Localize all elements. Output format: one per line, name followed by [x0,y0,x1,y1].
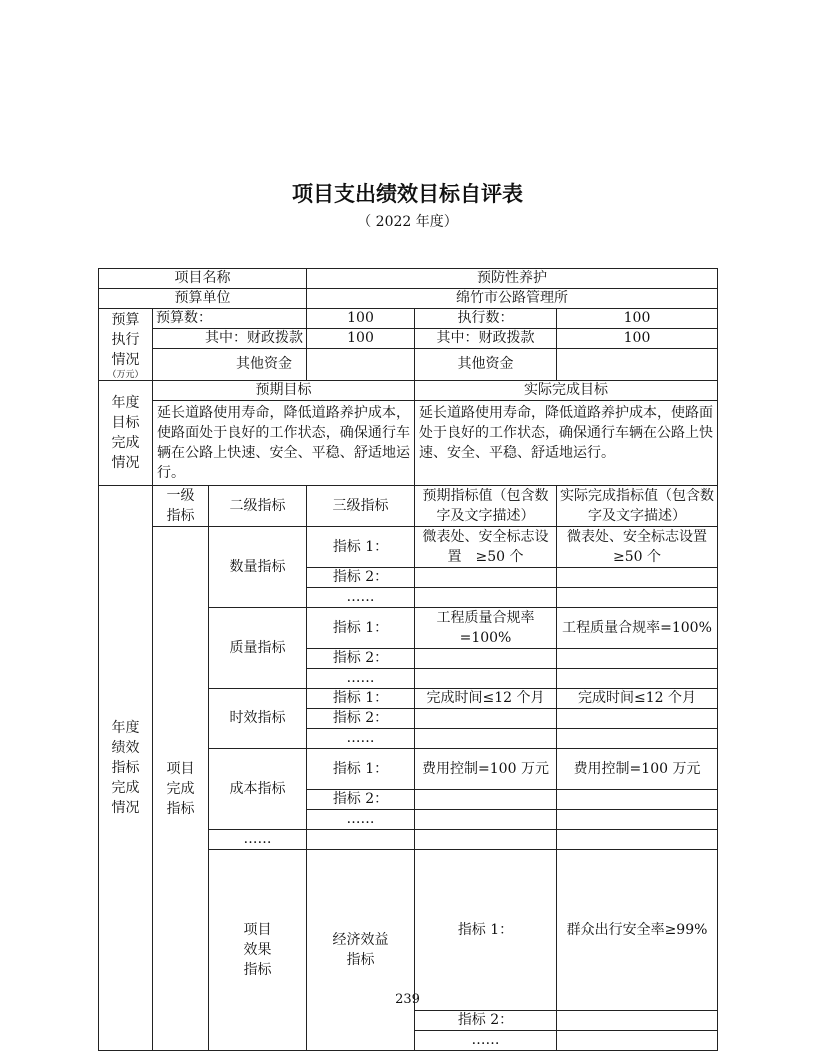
project-effect-label: 项目效果指标 [243,922,272,978]
page-number: 239 [395,992,420,1007]
quality-group-name: 质量指标 [209,608,307,689]
annual-target-label: 年度目标完成情况 [111,395,140,471]
budget-amount-value: 100 [307,309,415,329]
quantity-ellipsis: …… [307,588,415,608]
col-level3: 三级指标 [307,486,415,527]
indicator-section-label: 年度绩效指标完成情况 [111,720,140,816]
budget-amount-label: 预算数： [153,309,307,329]
timeliness-act1: 完成时间≤12 个月 [557,689,718,709]
indicator-section-label-cell [99,486,153,1051]
cost-group-name: 成本指标 [209,749,307,830]
budget-exec-unit: （万元） [107,369,144,380]
quantity-act1: 微表处、安全标志设置 ≥50 个 [557,527,718,568]
cost-ind2: 指标 2： [307,790,415,810]
quantity-exp1: 微表处、安全标志设置 ≥50 个 [415,527,557,568]
expected-target-label: 预期目标 [153,381,415,401]
project-name-value: 预防性养护 [307,269,718,289]
row-budget-amount [99,309,718,329]
budget-unit-value: 绵竹市公路管理所 [307,289,718,309]
project-completion-label: 项目完成指标 [166,760,195,817]
quality-ind1: 指标 1： [307,608,415,649]
other-funds-budget-label: 其他资金 [153,349,307,381]
col-level1: 一级指标 [153,486,209,527]
timeliness-ind1: 指标 1： [307,689,415,709]
timeliness-ind2: 指标 2： [307,709,415,729]
row-target-headers [99,381,718,401]
economic-exp1: 群众出行安全率≥99% [557,850,718,1011]
quality-ellipsis: …… [307,669,415,689]
page-title: 项目支出绩效目标自评表 [292,182,523,206]
quantity-ind1: 指标 1： [307,527,415,568]
fiscal-exec-label: 其中：财政拨款 [415,329,557,349]
actual-target-label: 实际完成目标 [415,381,718,401]
actual-target-text: 延长道路使用寿命，降低道路养护成本，使路面处于良好的工作状态，确保通行车辆在公路上快速、安全、平稳、舒适地运行。 [415,401,718,486]
economic-group-name-cell [307,850,415,1051]
col-actual: 实际完成指标值（包含数字及文字描述） [557,486,718,527]
fiscal-exec-value: 100 [557,329,718,349]
quality-exp1: 工程质量合规率=100% [415,608,557,649]
timeliness-ellipsis: …… [307,729,415,749]
other-funds-exec-label: 其他资金 [415,349,557,381]
page-subtitle: （ 2022 年度） [357,214,458,230]
expected-target-text: 延长道路使用寿命，降低道路养护成本，使路面处于良好的工作状态，确保通行车辆在公路上快速、安全、平稳、舒适地运行。 [153,401,415,486]
project-completion-label-cell [153,527,209,1051]
cost-ellipsis: …… [307,810,415,830]
quantity-group-name: 数量指标 [209,527,307,608]
fiscal-budget-label: 其中：财政拨款 [153,329,307,349]
quantity-ind2: 指标 2： [307,568,415,588]
other-funds-budget-value [307,349,415,381]
exec-amount-value: 100 [557,309,718,329]
row-project-name [99,269,718,289]
quality-ind2: 指标 2： [307,649,415,669]
level2-ellipsis: …… [209,830,307,850]
project-name-label: 项目名称 [99,269,307,289]
timeliness-group-name: 时效指标 [209,689,307,749]
cost-act1: 费用控制=100 万元 [557,749,718,790]
row-fiscal [99,329,718,349]
row-indicator-headers [99,486,718,527]
budget-unit-label: 预算单位 [99,289,307,309]
cost-ind1: 指标 1： [307,749,415,790]
economic-group-name: 经济效益指标 [332,932,389,968]
other-funds-exec-value [557,349,718,381]
row-quantity-1 [99,527,718,568]
performance-form-table [98,268,722,1051]
row-budget-unit [99,289,718,309]
project-effect-label-cell [209,850,307,1051]
economic-ellipsis: …… [415,1031,557,1051]
quality-act1: 工程质量合规率=100% [557,608,718,649]
row-target-text [99,401,718,486]
timeliness-exp1: 完成时间≤12 个月 [415,689,557,709]
col-level2: 二级指标 [209,486,307,527]
budget-exec-label-cell [99,309,153,381]
budget-exec-label: 预算执行情况 [111,311,140,368]
fiscal-budget-value: 100 [307,329,415,349]
annual-target-label-cell [99,381,153,486]
cost-exp1: 费用控制=100 万元 [415,749,557,790]
economic-ind2: 指标 2： [415,1011,557,1031]
exec-amount-label: 执行数： [415,309,557,329]
col-expected: 预期指标值（包含数字及文字描述） [415,486,557,527]
row-other-funds [99,349,718,381]
economic-ind1: 指标 1： [415,850,557,1011]
